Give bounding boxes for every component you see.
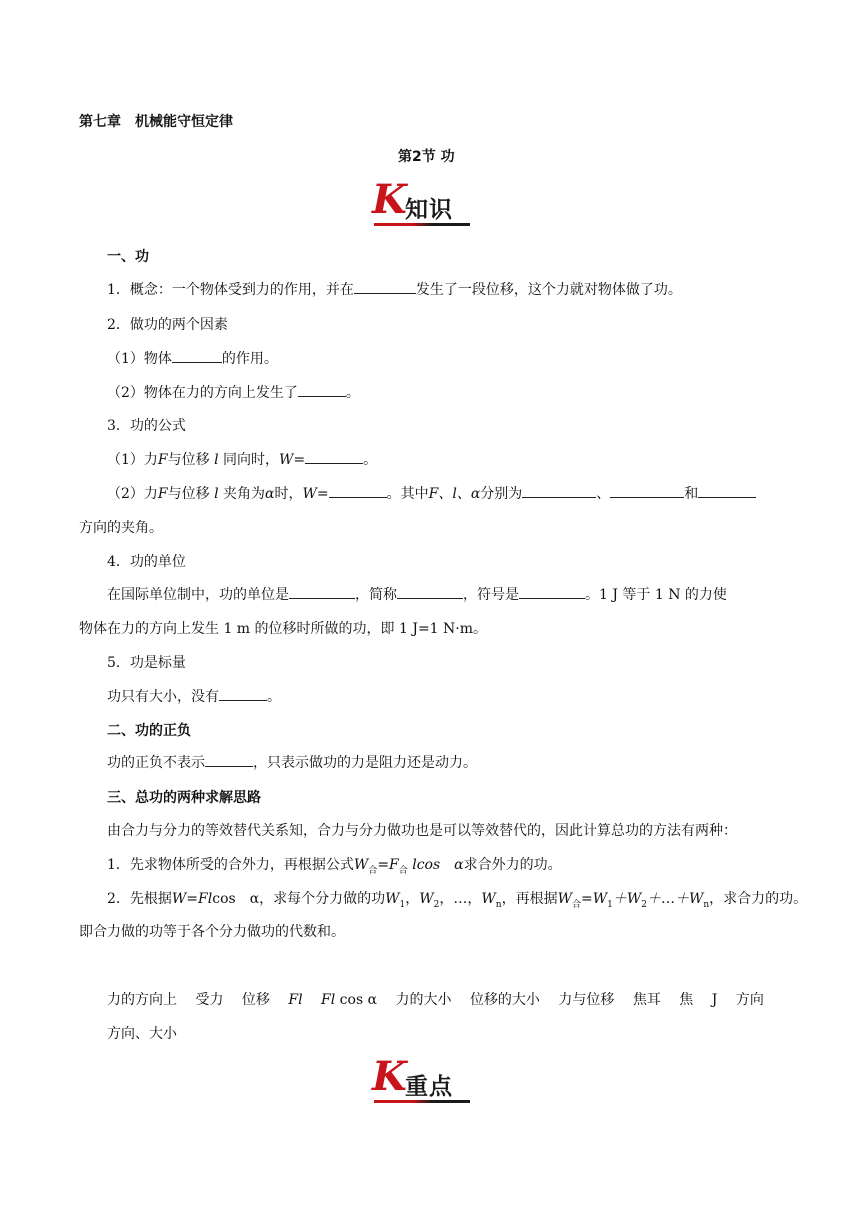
chapter-title: 第七章 机械能守恒定律 [79, 114, 233, 130]
text: 与位移 [167, 452, 210, 468]
text: 功的正负不表示 [107, 755, 205, 771]
factor-2 [107, 383, 360, 403]
formula: =F [377, 857, 399, 873]
var-alpha: α [265, 486, 275, 502]
formula: lcos α [407, 857, 464, 873]
text: 。 [345, 385, 360, 401]
blank [172, 349, 222, 363]
text: 同向时， [223, 452, 280, 468]
text: ，求合力的功。 [709, 891, 808, 907]
blank [219, 687, 267, 701]
text: 1．先求物体所受的合外力，再根据公式 [107, 857, 354, 873]
text: = [316, 486, 329, 502]
answers-line-1 [107, 990, 764, 1010]
blank [329, 484, 387, 498]
text: 。 [267, 689, 281, 705]
banner-underline [374, 1100, 470, 1103]
var-W: W [302, 486, 317, 502]
answer: 方向 [735, 992, 764, 1008]
sign-line [107, 753, 477, 773]
text: ，再根据 [501, 891, 558, 907]
answer: 焦耳 [632, 992, 661, 1008]
blank [289, 585, 355, 599]
method-2: 2．先根据W=Flcos α，求每个分力做的功$W_1$，$W_2$，…，$W_n$，再根据$W_合=W_1+W_2+\dots+W_n$，求合力的功。 [107, 891, 808, 910]
var-W: W [481, 891, 496, 907]
text: 夹角为 [223, 486, 266, 502]
blank [305, 450, 363, 464]
var-F: F [157, 486, 168, 502]
answer: J [711, 992, 718, 1008]
formula-title: 3．功的公式 [107, 418, 186, 434]
var-W: W [557, 891, 572, 907]
var-W: W [419, 891, 434, 907]
key-points-banner [372, 1053, 470, 1103]
method-1 [107, 855, 562, 881]
sub: 合 [368, 865, 378, 876]
text: （2）物体在力的方向上发生了 [107, 385, 298, 401]
banner-word: 知识 [405, 197, 453, 223]
sub: n [703, 899, 710, 910]
answer: 位移 [241, 992, 270, 1008]
vars: F、l、α [428, 486, 481, 502]
knowledge-banner [372, 176, 470, 226]
text: 2．先根据 [107, 891, 172, 907]
text: 发生了一段位移，这个力就对物体做了功。 [415, 282, 682, 298]
heading-total-work: 三、总功的两种求解思路 [107, 790, 261, 806]
sub: 合 [398, 865, 408, 876]
var-W: W [279, 452, 294, 468]
text: ，符号是 [463, 587, 519, 603]
answer: Fl [288, 992, 303, 1008]
text: 在国际单位制中，功的单位是 [107, 587, 289, 603]
sub: 2 [641, 899, 647, 910]
banner-word: 重点 [405, 1074, 453, 1100]
scalar-title: 5．功是标量 [107, 655, 186, 671]
answer: 位移的大小 [469, 992, 540, 1008]
formula: ＋W [612, 891, 642, 907]
unit-line-2: 物体在力的方向上发生 1 m 的位移时所做的功，即 1 J=1 N·m。 [79, 621, 488, 637]
blank [205, 753, 253, 767]
text: 功只有大小，没有 [107, 689, 219, 705]
unit-line-1 [107, 585, 727, 605]
sub: 1 [399, 899, 406, 910]
text: 和 [684, 486, 699, 502]
text: （2）力 [107, 486, 158, 502]
algebraic-sum-line: 即合力做的功等于各个分力做功的代数和。 [79, 924, 345, 940]
blank [298, 383, 346, 397]
total-work-intro: 由合力与分力的等效替代关系知，合力与分力做功也是可以等效替代的，因此计算总功的方法有两种： [107, 823, 737, 839]
answers-line-2: 方向、大小 [107, 1026, 177, 1042]
formula-case-2 [107, 484, 756, 504]
answer: 受力 [195, 992, 224, 1008]
unit-title: 4．功的单位 [107, 554, 186, 570]
answer: 力的大小 [395, 992, 452, 1008]
var-F: F [157, 452, 168, 468]
text: 与位移 [167, 486, 210, 502]
text: 的作用。 [221, 351, 278, 367]
blank [610, 484, 684, 498]
banner-k-letter: K [372, 176, 407, 223]
formula: W=Fl [171, 891, 213, 907]
text: （1）物体 [107, 351, 172, 367]
formula-case-1 [107, 450, 377, 470]
section-title: 第2节 功 [398, 149, 455, 165]
text: 分别为 [480, 486, 523, 502]
text: 求合外力的功。 [463, 857, 562, 873]
text: 。 [363, 452, 378, 468]
formula: ＋…＋W [646, 891, 704, 907]
text: ，求每个分力做的功 [259, 891, 386, 907]
concept-line [107, 280, 682, 300]
banner-k-letter: K [372, 1053, 407, 1100]
text: ，简称 [355, 587, 397, 603]
blank [354, 280, 416, 294]
formula: cos α [212, 891, 260, 907]
var-W: W [353, 857, 369, 873]
text: 时， [274, 486, 303, 502]
banner-underline [374, 223, 470, 226]
text: … [453, 891, 468, 907]
two-factors-title: 2．做功的两个因素 [107, 317, 228, 333]
text: 、 [596, 486, 611, 502]
factor-1 [107, 349, 278, 369]
text: = [293, 452, 306, 468]
answer: cos α [339, 992, 378, 1008]
sub: n [495, 899, 502, 910]
heading-sign: 二、功的正负 [107, 723, 191, 739]
blank [397, 585, 463, 599]
answer: Fl [321, 992, 336, 1008]
var-l: l [214, 452, 219, 468]
heading-work: 一、功 [107, 249, 149, 265]
text: （1）力 [107, 452, 158, 468]
angle-line: 方向的夹角。 [79, 520, 163, 536]
sub: 1 [607, 899, 613, 910]
answer: 力与位移 [558, 992, 615, 1008]
sub: 合 [571, 899, 581, 910]
blank [519, 585, 585, 599]
text: 。1 J 等于 1 N 的力使 [585, 587, 727, 603]
text: 1．概念：一个物体受到力的作用，并在 [107, 282, 354, 298]
var-l: l [214, 486, 219, 502]
text: ，只表示做功的力是阻力还是动力。 [253, 755, 477, 771]
blank [522, 484, 596, 498]
text: 。其中 [386, 486, 429, 502]
blank [698, 484, 756, 498]
answer: 焦 [679, 992, 694, 1008]
var-W: W [385, 891, 400, 907]
sub: 2 [433, 899, 440, 910]
scalar-line [107, 687, 281, 707]
formula: =W [581, 891, 608, 907]
answer: 力的方向上 [107, 992, 177, 1008]
